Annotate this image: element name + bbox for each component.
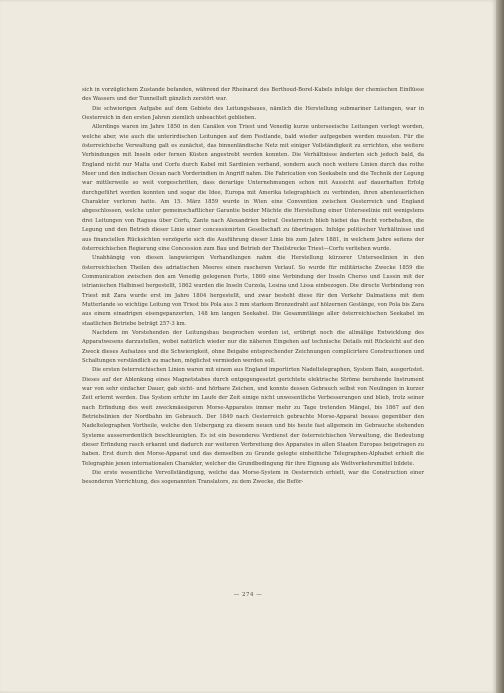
- paragraph: sich in vorzüglichem Zustande befanden, während der Rheinarzt des Berthoud-Borel-Kabels infolge der chemischen Einflüsse des Wassers und der Tunnelluft gänzlich zerstört war.: [82, 87, 424, 103]
- paragraph: Die schwierigen Aufgabe auf dem Gebiete des Leitungsbaues, nämlich die Herstellung submariner Leitungen, war in Oesterreich in den ersten Jahren ziemlich unbeachtet geblieben.: [82, 105, 424, 122]
- page-number: — 274 —: [233, 592, 263, 598]
- paragraph: Nachdem im Vorstehenden der Leitungsbau besprochen worden ist, erübrigt noch die allmälige Entwicklung des Apparatwesens darzustellen, wobei natürlich wieder nur die näheren Eingehen auf technische Details mit Rücksicht auf den Zweck dieses Aufsatzes und die Schwierigkeit, ohne Beigabe entsprechender Zeichnungen complicirtere Constructionen und Schaltungen verständlich zu machen, möglichst vermieden werden soll.: [82, 329, 424, 364]
- page-edge: [496, 0, 504, 693]
- paragraph: Die ersten österreichischen Linien waren mit einem aus England importirten Nadeltelegraphen, System Bain, ausgerüstet. Dieses auf der Ablenkung eines Magnetstabes durch entgegengesetzt gerichtete elektrische Ströme beruhende Instrument war von sehr einfacher Dauer, gab sicht- und hörbare Zeichen, und konnte dessen Gebrauch selbst von Neulingen in kurzer Zeit erlernt werden. Das System erfuhr im Laufe der Zeit einige nicht unwesentliche Verbesserungen und blieb, trotz seiner nach Erfindung des weit zweckmässigeren Morse-Apparates immer mehr zu Tage tretenden Mängel, bis 1867 auf den Betriebslinien der Nordbahn im Gebrauch. Der 1849 nach Oesterreich gebrachte Morse-Apparat besass gegenüber den Nadeltelegraphen Vortheile, welche den Uebergang zu diesem neuen und bis heute fast allgemein im Gebrauche stehenden Systeme ausserordentlich beschleunigten. Es ist ein besonderes Verdienst der österreichischen Verwaltung, die Bedeutung dieser Erfindung rasch erkannt und dadurch zur weiteren Verbreitung des Apparates in allen Staaten Europas beigetragen zu haben. Erst durch den Morse-Apparat und das demselben zu Grunde gelegte einheitliche Telegraphen-Alphabet erhielt die Telegraphie jenen internationalen Charakter, welcher die Grundbedingung für ihre Eignung als Weltverkehrsmittel bildete.: [82, 367, 424, 467]
- paragraph: Allerdings waren im Jahre 1850 in den Canälen von Triest und Venedig kurze unterseeische Leitungen verlegt worden, welche aber, wie auch die unterirdischen Leitungen auf dem Festlande, bald wieder aufgegeben werden mussten. Für die österreichische Verwaltung galt es zunächst, das binnenländische Netz mit einiger Vollständigkeit zu errichten, ehe weitere Verbindungen mit Inseln oder fernen Küsten angestrebt werden konnten. Die Verhältnisse änderten sich jedoch bald, da England nicht nur Malta und Corfu durch Kabel mit Sardinien verband, sondern auch noch weitere Linien durch das rothe Meer und den indischen Ocean nach Vorderindien in Angriff nahm. Die Fabrication von Seekabeln und die Technik der Legung war mittlerweile so weit vorgeschritten, dass derartige Unternehmungen schon mit Aussicht auf dauerhaften Erfolg durchgeführt werden konnten und sogar die Idee, Europa mit Amerika telegraphisch zu verbinden, ihren abenteuerlichen Charakter verloren hatte. Am 15. März 1859 wurde in Wien eine Convention zwischen Oesterreich und England abgeschlossen, welche unter gemeinschaftlicher Garantie beider Mächte die Herstellung einer Unterseelinie mit wenigstens drei Leitungen von Ragusa über Corfu, Zante nach Alexandrien betraf. Oesterreich blieb hiebei das Recht vorbehalten, die Legung und den Betrieb dieser Linie einer concessionirten Gesellschaft zu übertragen. Infolge politischer Verhältnisse und aus financiellen Rücksichten verzögerte sich die Ausführung dieser Linie bis zum Jahre 1881, in welchem Jahre seitens der österreichischen Regierung eine Concession zum Bau und Betrieb der Theilstrecke Triest—Corfu verliehen wurde.: [82, 124, 424, 252]
- body-text: [82, 86, 424, 488]
- paragraph: Unabhängig von diesen langwierigen Verhandlungen nahm die Herstellung kürzerer Unterseelinien in den österreichischen Theilen des adriatischen Meeres einen rascheren Verlauf. So wurde für militärische Zwecke 1859 die Communication zwischen den am Venedig gelegenen Forts, 1860 eine Verbindung der Inseln Cherso und Lussin mit der istrianischen Halbinsel hergestellt, 1862 wurden die Inseln Curzola, Lesina und Lissa einbezogen. Die directe Verbindung von Triest mit Zara wurde erst im Jahre 1804 hergestellt, und zwar besteht diese für den Verkehr Dalmatiens mit dem Mutterlande so wichtige Leitung von Triest bis Pola aus 3 mm starkem Bronzedraht auf hölzernen Gestänge, von Pola bis Zara aus einem einadrigen eisengepanzerten, 148 km langen Seekabel. Die Gesammtlänge aller österreichischen Seekabel im staatlichen Betriebe beträgt 257·3 km.: [82, 255, 424, 327]
- paragraph: Die erste wesentliche Vervollständigung, welche das Morse-System in Oesterreich erhielt, war die Construction einer besonderen Vorrichtung, des sogenannten Translators, zu dem Zwecke, die Beför-: [82, 470, 424, 486]
